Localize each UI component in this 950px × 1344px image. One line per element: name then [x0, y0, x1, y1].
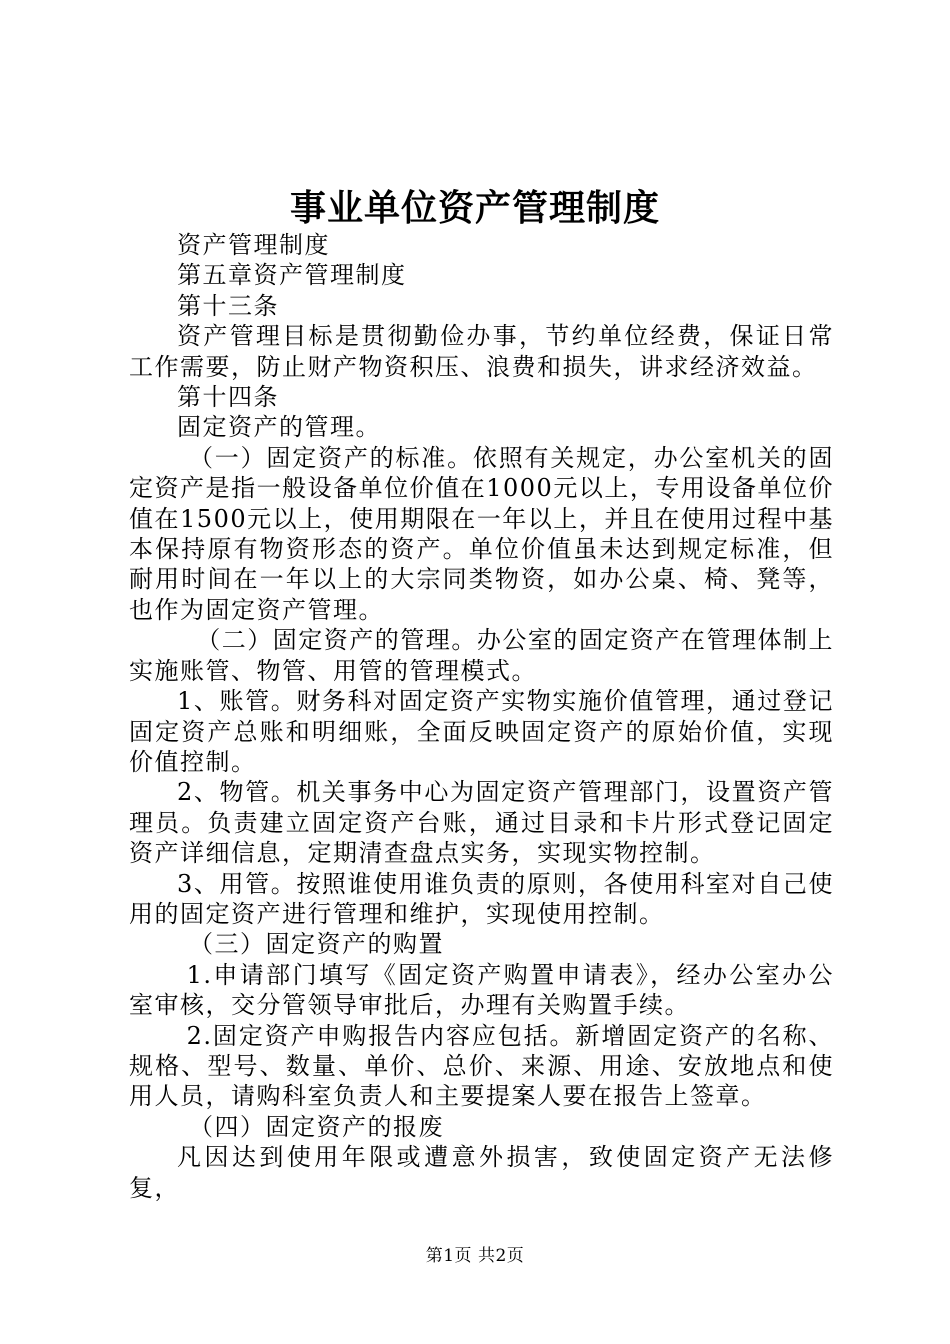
paragraph: 2、物管。机关事务中心为固定资产管理部门，设置资产管理员。负责建立固定资产台账，通过目录和卡片形式登记固定资产详细信息，定期清查盘点实务，实现实物控制。 — [129, 778, 834, 868]
paragraph: 3、用管。按照谁使用谁负责的原则，各使用科室对自己使用的固定资产进行管理和维护，实现使用控制。 — [129, 869, 834, 928]
paragraph: 1.申请部门填写《固定资产购置申请表》，经办公室办公室审核，交分管领导审批后，办理有关购置手续。 — [129, 960, 834, 1020]
paragraph: （三）固定资产的购置 — [189, 930, 444, 959]
paragraph: （一）固定资产的标准。依照有关规定，办公室机关的固定资产是指一般设备单位价值在1000元以上，专用设备单位价值在1500元以上，使用期限在一年以上，并且在使用过程中基本保持原有物资形态的资产。单位价值虽未达到规定标准，但耐用时间在一年以上的大宗同类物资，如办公桌、椅、凳等，也作为固定资产管理。 — [129, 443, 834, 624]
paragraph: 1、账管。财务科对固定资产实物实施价值管理，通过登记固定资产总账和明细账，全面反映固定资产的原始价值，实现价值控制。 — [129, 687, 834, 776]
paragraph: 2.固定资产申购报告内容应包括。新增固定资产的名称、规格、型号、数量、单价、总价、来源、用途、安放地点和使用人员，请购科室负责人和主要提案人要在报告上签章。 — [129, 1021, 834, 1111]
paragraph: 固定资产的管理。 — [177, 413, 381, 442]
document-body — [129, 230, 834, 1203]
paragraph: 资产管理制度 — [177, 231, 330, 259]
paragraph: 第十四条 — [177, 383, 279, 412]
paragraph: 资产管理目标是贯彻勤俭办事，节约单位经费，保证日常工作需要，防止财产物资积压、浪费和损失，讲求经济效益。 — [129, 322, 834, 381]
paragraph: （四）固定资产的报废 — [189, 1112, 444, 1141]
paragraph: 凡因达到使用年限或遭意外损害，致使固定资产无法修复， — [129, 1143, 834, 1202]
page-footer: 第1页 共2页 — [425, 1246, 525, 1266]
paragraph: 第五章资产管理制度 — [177, 261, 407, 290]
document-title: 事业单位资产管理制度 — [289, 187, 660, 229]
paragraph: （二）固定资产的管理。办公室的固定资产在管理体制上实施账管、物管、用管的管理模式。 — [129, 626, 834, 685]
paragraph: 第十三条 — [177, 291, 279, 320]
